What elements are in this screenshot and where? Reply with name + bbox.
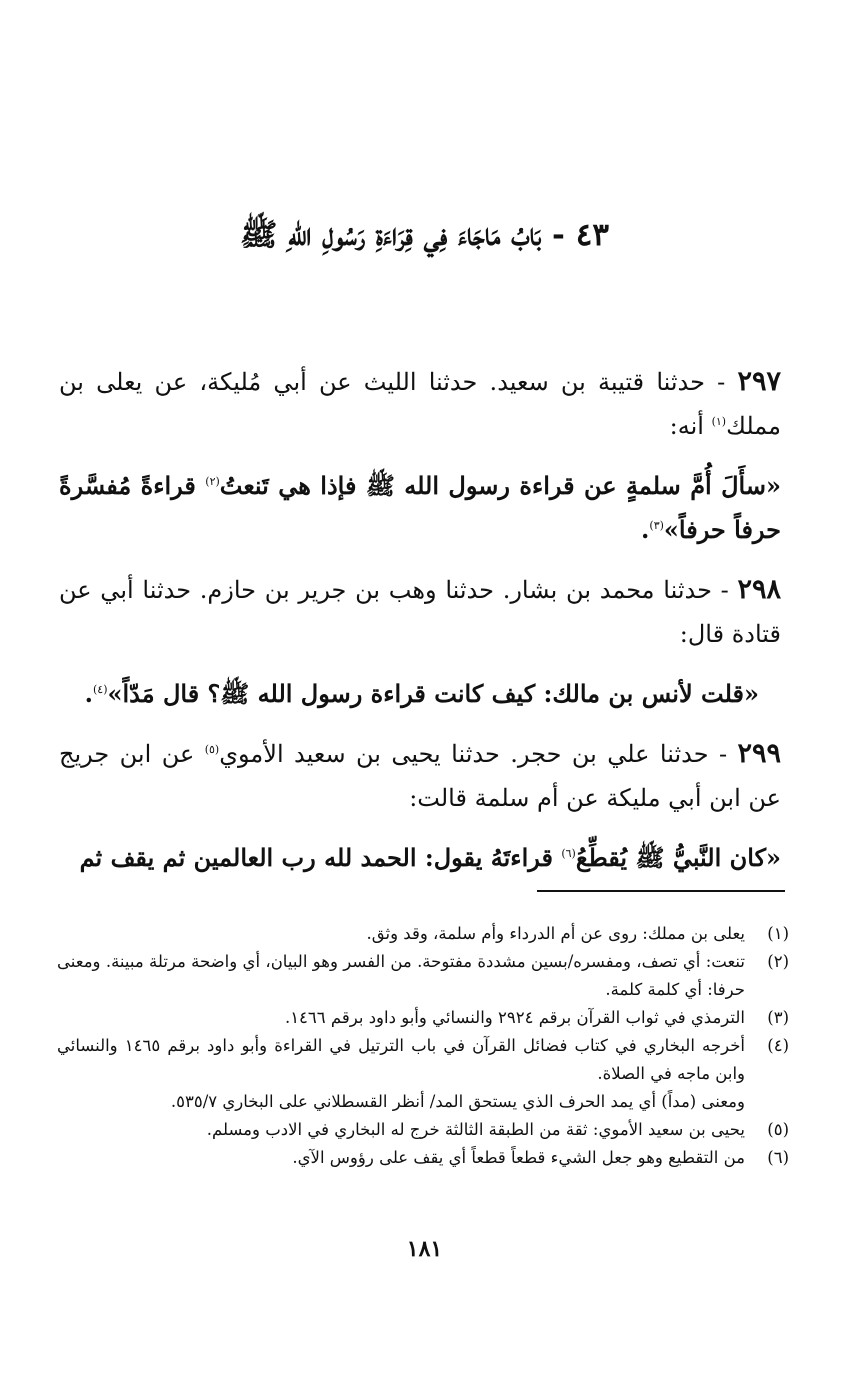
footnote-number: (٤): [767, 1036, 789, 1055]
footnote-text: من التقطيع وهو جعل الشيء قطعاً قطعاً أي يقف على رؤوس الآي.: [292, 1148, 745, 1167]
matn-text: قراءتَهُ يقول: الحمد لله رب العالمين ثم يقف ثم: [79, 843, 562, 872]
footnote-text: يحيى بن سعيد الأموي: ثقة من الطبقة الثالثة خرج له البخاري في الادب ومسلم.: [206, 1120, 745, 1139]
footnote-3: [57, 1004, 789, 1032]
matn-text: .: [84, 679, 93, 708]
matn-text: «قلت لأنس بن مالك: كيف كانت قراءة رسول الله ﷺ؟ قال مَدّاً»: [107, 679, 759, 708]
chapter-heading: - بَابُ مَاجَاءَ فِي قِرَاءَةِ رَسُولِ اللهِ ﷺ: [240, 217, 565, 253]
matn-text: «كان النَّبيُّ ﷺ يُقطِّعُ: [575, 843, 781, 872]
isnad-text: - حدثنا قتيبة بن سعيد. حدثنا الليث عن أبي مُليكة، عن يعلى بن مملك: [59, 368, 781, 440]
isnad-text: - حدثنا علي بن حجر. حدثنا يحيى بن سعيد الأموي: [219, 740, 738, 768]
hadith-number: ٢٩٩: [737, 738, 782, 769]
footnote-1: [57, 920, 789, 948]
footnote-divider: [537, 890, 785, 892]
footnote-number: (٢): [767, 952, 789, 971]
matn-text: .: [641, 515, 650, 544]
matn-text: «سأَلَ أُمَّ سلمةٍ عن قراءة رسول الله ﷺ فإذا هي تَنعتُ: [219, 471, 781, 500]
footnote-ref: (٥): [204, 743, 220, 756]
footnote-number: (٣): [767, 1008, 789, 1027]
footnote-ref: (٤): [92, 683, 108, 696]
footnote-5: [57, 1116, 789, 1144]
footnote-number: (١): [767, 924, 789, 943]
footnote-number: (٥): [767, 1120, 789, 1139]
hadith-298-isnad: [59, 568, 781, 656]
matn-text: قراءةً مُفسَّرةً حرفاً حرفاً»: [59, 471, 781, 544]
isnad-text: عن ابن جريج عن ابن أبي مليكة عن أم سلمة قالت:: [59, 740, 781, 812]
footnote-text: الترمذي في ثواب القرآن برقم ٢٩٢٤ والنسائي وأبو داود برقم ١٤٦٦.: [284, 1008, 745, 1027]
footnote-6: [57, 1144, 789, 1172]
isnad-text: - حدثنا محمد بن بشار. حدثنا وهب بن جرير بن حازم. حدثنا أبي عن قتادة قال:: [59, 576, 781, 648]
footnote-text: يعلى بن مملك: روى عن أم الدرداء وأم سلمة، وقد وثق.: [366, 924, 745, 943]
footnote-ref: (٦): [561, 847, 576, 860]
footnote-text: أخرجه البخاري في كتاب فضائل القرآن في باب الترتيل في القراءة وأبو داود برقم ١٤٦٥ والنسائي وابن ماجه في الصلاة.: [57, 1036, 745, 1083]
footnote-ref: (٢): [205, 475, 220, 488]
hadith-298-matn: [59, 672, 781, 716]
hadith-number: ٢٩٨: [737, 574, 781, 605]
hadith-297-matn: [59, 464, 781, 552]
hadith-299-matn: [59, 836, 781, 880]
hadith-299-isnad: [59, 732, 781, 820]
isnad-text: أنه:: [669, 412, 712, 440]
footnote-text: تنعت: أي تصف، ومفسره/بسين مشددة مفتوحة. من الفسر وهو البيان، أي واضحة مرتلة مبينة. ومعنى حرفا: أي كلمة كلمة.: [57, 952, 745, 999]
chapter-number: ٤٣: [575, 217, 609, 253]
page-number: ١٨١: [406, 1236, 443, 1262]
footnote-number: (٦): [767, 1148, 789, 1167]
footnotes: [57, 920, 789, 1172]
hadith-297-isnad: [59, 360, 781, 448]
footnote-4-continuation: ومعنى (مداً) أي يمد الحرف الذي يستحق المد/ أنظر القسطلاني على البخاري ٥٣٥/٧.: [170, 1092, 745, 1111]
hadith-number: ٢٩٧: [737, 366, 781, 397]
chapter-title: [60, 210, 789, 260]
main-text: [59, 360, 781, 896]
footnote-4: [57, 1032, 789, 1088]
footnote-ref: (١): [711, 415, 727, 428]
footnote-ref: (٣): [649, 519, 664, 532]
footnote-2: [57, 948, 789, 1004]
